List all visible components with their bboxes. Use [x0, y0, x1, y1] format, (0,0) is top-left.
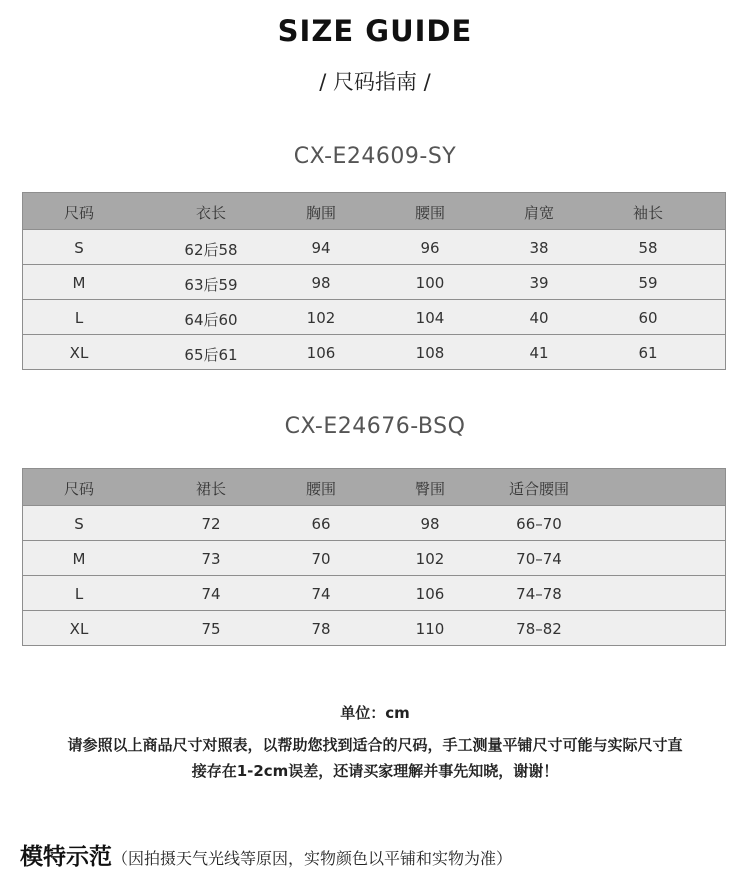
table-cell: 74 — [311, 585, 331, 603]
table-header-row — [23, 193, 725, 229]
table-cell: 74 — [201, 585, 221, 603]
table-cell: 98 — [311, 274, 331, 292]
size-table-1 — [22, 192, 726, 370]
table-cell: 41 — [529, 344, 549, 362]
header-cell: 尺码 — [63, 480, 95, 498]
table-row — [23, 229, 725, 264]
table-cell: 100 — [415, 274, 445, 292]
table-cell: 58 — [638, 239, 658, 257]
header-cell: 胸围 — [305, 204, 337, 222]
table-cell: 94 — [311, 239, 331, 257]
model-code-1: CX-E24609-SY — [293, 144, 457, 169]
model-heading: 模特示范 — [20, 844, 112, 870]
size-table-2 — [22, 468, 726, 646]
header-cell: 臀围 — [414, 480, 446, 498]
header-cell: 肩宽 — [523, 204, 555, 222]
table-cell: 78 — [311, 620, 331, 638]
table-cell: 106 — [306, 344, 336, 362]
header-cell: 腰围 — [305, 480, 337, 498]
table-cell: 39 — [529, 274, 549, 292]
table-header-row — [23, 469, 725, 505]
table-cell: 73 — [201, 550, 221, 568]
table-cell: 96 — [420, 239, 440, 257]
table-cell: L — [74, 585, 84, 603]
table-cell: XL — [69, 620, 89, 638]
table-cell: L — [74, 309, 84, 327]
table-cell: 102 — [415, 550, 445, 568]
table-cell: 66–70 — [516, 515, 562, 533]
table-row — [23, 505, 725, 540]
table-cell: 98 — [420, 515, 440, 533]
table-cell: 74–78 — [516, 585, 562, 603]
page-subtitle: / 尺码指南 / — [319, 70, 431, 94]
table-cell: 60 — [638, 309, 658, 327]
table-cell: 108 — [415, 344, 445, 362]
table-row — [23, 264, 725, 299]
table-cell: 62后58 — [184, 241, 238, 259]
unit-note: 单位：cm — [340, 704, 410, 722]
table-cell: 64后60 — [184, 311, 238, 329]
table-row — [23, 334, 725, 369]
header-cell: 腰围 — [414, 204, 446, 222]
disclaimer-line-1: 请参照以上商品尺寸对照表，以帮助您找到适合的尺码，手工测量平铺尺寸可能与实际尺寸直 — [67, 736, 683, 754]
table-cell: 70–74 — [516, 550, 562, 568]
table-row — [23, 610, 725, 645]
table-cell: 63后59 — [184, 276, 238, 294]
table-cell: XL — [69, 344, 89, 362]
header-cell: 裙长 — [195, 480, 227, 498]
model-section-heading — [20, 838, 512, 871]
table-cell: 102 — [306, 309, 336, 327]
table-row — [23, 299, 725, 334]
table-cell: 38 — [529, 239, 549, 257]
table-cell: 59 — [638, 274, 658, 292]
table-cell: 66 — [311, 515, 331, 533]
header-cell: 袖长 — [632, 204, 664, 222]
table-cell: S — [74, 239, 84, 257]
table-cell: 40 — [529, 309, 549, 327]
disclaimer-line-2: 接存在1-2cm误差，还请买家理解并事先知晓，谢谢！ — [191, 762, 559, 780]
table-cell: 104 — [415, 309, 445, 327]
table-row — [23, 575, 725, 610]
model-caption: （因拍摄天气光线等原因，实物颜色以平铺和实物为准） — [112, 849, 513, 868]
table-cell: 78–82 — [516, 620, 562, 638]
table-cell: M — [72, 550, 86, 568]
table-cell: 75 — [201, 620, 221, 638]
header-cell: 尺码 — [63, 204, 95, 222]
table-cell: 61 — [638, 344, 658, 362]
model-code-2: CX-E24676-BSQ — [284, 414, 466, 439]
page-title: SIZE GUIDE — [277, 14, 473, 48]
table-row — [23, 540, 725, 575]
header-cell: 适合腰围 — [508, 480, 570, 498]
table-cell: S — [74, 515, 84, 533]
table-cell: 110 — [415, 620, 445, 638]
table-cell: 72 — [201, 515, 221, 533]
table-cell: 70 — [311, 550, 331, 568]
table-cell: 106 — [415, 585, 445, 603]
table-cell: M — [72, 274, 86, 292]
table-cell: 65后61 — [184, 346, 238, 364]
header-cell: 衣长 — [195, 204, 227, 222]
